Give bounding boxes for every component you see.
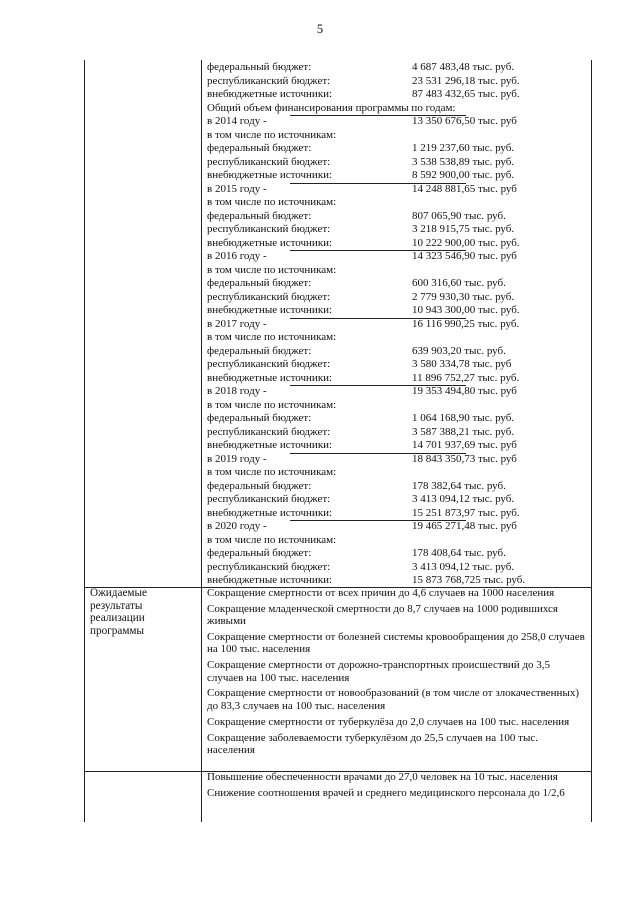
financing-line <box>207 169 591 183</box>
results-label-line: реализации <box>90 612 145 625</box>
financing-label: внебюджетные источники: <box>207 236 333 249</box>
financing-label: республиканский бюджет: <box>207 493 331 505</box>
financing-line <box>207 115 591 129</box>
financing-label: внебюджетные источники: <box>207 506 333 519</box>
financing-label: республиканский бюджет: <box>207 74 331 87</box>
financing-label: внебюджетные источники: <box>207 574 333 586</box>
financing-label: республиканский бюджет: <box>207 290 331 303</box>
financing-amount: 19 353 494,80 тыс. руб <box>412 385 517 397</box>
financing-label: в том числе по источникам: <box>207 128 337 141</box>
results-label-line: Ожидаемые <box>90 587 147 599</box>
financing-amount: 10 222 900,00 тыс. руб. <box>412 236 520 249</box>
results-next-list <box>207 771 587 803</box>
financing-amount: 3 587 388,21 тыс. руб. <box>412 425 515 438</box>
financing-amount: 10 943 300,00 тыс. руб. <box>412 304 520 316</box>
financing-line <box>207 331 591 345</box>
financing-line <box>207 439 591 453</box>
financing-amount: 87 483 432,65 тыс. руб. <box>412 88 520 100</box>
financing-line <box>207 291 591 305</box>
result-item: Снижение соотношения врачей и среднего медицинского персонала до 1/2,6 <box>207 786 565 799</box>
financing-line <box>207 304 591 318</box>
financing-amount: 16 116 990,25 тыс. руб. <box>412 317 520 330</box>
financing-label: федеральный бюджет: <box>207 209 312 222</box>
financing-amount: 1 219 237,60 тыс. руб. <box>412 142 515 154</box>
financing-line <box>207 223 591 237</box>
financing-label: федеральный бюджет: <box>207 61 312 73</box>
financing-amount: 3 413 094,12 тыс. руб. <box>412 560 515 573</box>
financing-line <box>207 277 591 291</box>
financing-label: республиканский бюджет: <box>207 223 331 235</box>
financing-label: в 2018 году - <box>207 385 267 397</box>
financing-line <box>207 520 591 534</box>
financing-amount: 14 248 881,65 тыс. руб <box>412 182 517 195</box>
financing-label: в 2020 году - <box>207 520 267 532</box>
financing-line <box>207 372 591 386</box>
results-list <box>207 587 587 760</box>
program-table <box>84 60 592 822</box>
result-item: Повышение обеспеченности врачами до 27,0 человек на 10 тыс. населения <box>207 771 558 783</box>
financing-line <box>207 318 591 332</box>
financing-line <box>207 345 591 359</box>
financing-line <box>207 358 591 372</box>
financing-label: республиканский бюджет: <box>207 560 331 573</box>
financing-label: республиканский бюджет: <box>207 358 331 370</box>
financing-amount: 3 218 915,75 тыс. руб. <box>412 223 515 235</box>
financing-line <box>207 412 591 426</box>
results-label-line: программы <box>90 624 144 637</box>
financing-amount: 2 779 930,30 тыс. руб. <box>412 290 515 303</box>
financing-amount: 18 843 350,73 тыс. руб <box>412 452 517 465</box>
financing-label: внебюджетные источники: <box>207 88 333 100</box>
financing-label: федеральный бюджет: <box>207 412 312 424</box>
financing-label: федеральный бюджет: <box>207 479 312 492</box>
financing-label: федеральный бюджет: <box>207 344 312 357</box>
financing-amount: 14 701 937,69 тыс. руб <box>412 439 517 451</box>
financing-label: Общий объем финансирования программы по годам: <box>207 101 456 114</box>
financing-line <box>207 75 591 89</box>
financing-line <box>207 210 591 224</box>
results-label-cell <box>90 587 198 637</box>
result-item: Сокращение смертности от болезней системы кровообращения до 258,0 случаев на 100 тыс. населения <box>207 631 585 656</box>
financing-amount: 178 382,64 тыс. руб. <box>412 479 506 492</box>
financing-amount: 178 408,64 тыс. руб. <box>412 547 506 559</box>
result-item: Сокращение смертности от туберкулёза до 2,0 случаев на 100 тыс. населения <box>207 715 570 728</box>
financing-label: в 2016 году - <box>207 250 267 262</box>
financing-line <box>207 237 591 251</box>
financing-line <box>207 534 591 548</box>
result-item: Сокращение смертности от дорожно-транспортных происшествий до 3,5 случаев на 100 тыс. населения <box>207 659 551 684</box>
financing-amount: 807 065,90 тыс. руб. <box>412 209 506 222</box>
financing-label: федеральный бюджет: <box>207 547 312 559</box>
financing-amount: 8 592 900,00 тыс. руб. <box>412 169 515 181</box>
financing-amount: 639 903,20 тыс. руб. <box>412 344 506 357</box>
financing-line <box>207 574 591 588</box>
financing-line <box>207 399 591 413</box>
result-item: Сокращение заболеваемости туберкулёзом до 25,5 случаев на 100 тыс. населения <box>207 731 539 756</box>
financing-amount: 3 413 094,12 тыс. руб. <box>412 493 515 505</box>
financing-label: внебюджетные источники: <box>207 169 333 181</box>
financing-label: в том числе по источникам: <box>207 533 337 546</box>
result-item: Сокращение смертности от всех причин до 4,6 случаев на 1000 населения <box>207 587 555 599</box>
financing-amount: 14 323 546,90 тыс. руб <box>412 250 517 262</box>
financing-label: федеральный бюджет: <box>207 142 312 154</box>
financing-label: внебюджетные источники: <box>207 371 333 384</box>
financing-line <box>207 466 591 480</box>
financing-amount: 11 896 752,27 тыс. руб. <box>412 371 520 384</box>
financing-amount: 600 316,60 тыс. руб. <box>412 277 506 289</box>
financing-label: республиканский бюджет: <box>207 155 331 168</box>
financing-label: в том числе по источникам: <box>207 331 337 343</box>
financing-line <box>207 196 591 210</box>
financing-line <box>207 61 591 75</box>
financing-line <box>207 142 591 156</box>
financing-line <box>207 250 591 264</box>
financing-amount: 4 687 483,48 тыс. руб. <box>412 61 515 73</box>
financing-label: в том числе по источникам: <box>207 398 337 411</box>
financing-line <box>207 385 591 399</box>
financing-line <box>207 156 591 170</box>
financing-amount: 23 531 296,18 тыс. руб. <box>412 74 520 87</box>
financing-amount: 19 465 271,48 тыс. руб <box>412 520 517 532</box>
column-divider <box>201 60 202 822</box>
financing-label: внебюджетные источники: <box>207 304 333 316</box>
financing-label: в 2014 году - <box>207 115 267 127</box>
financing-line <box>207 561 591 575</box>
financing-amount: 3 538 538,89 тыс. руб. <box>412 155 515 168</box>
financing-label: в 2019 году - <box>207 452 267 465</box>
financing-label: республиканский бюджет: <box>207 425 331 438</box>
financing-label: в 2015 году - <box>207 182 267 195</box>
financing-line <box>207 493 591 507</box>
financing-line <box>207 88 591 102</box>
financing-line <box>207 547 591 561</box>
financing-line <box>207 129 591 143</box>
financing-amount: 13 350 676,50 тыс. руб <box>412 115 517 127</box>
financing-line <box>207 507 591 521</box>
financing-amount: 1 064 168,90 тыс. руб. <box>412 412 515 424</box>
financing-amount: 3 580 334,78 тыс. руб <box>412 358 512 370</box>
financing-label: в 2017 году - <box>207 317 267 330</box>
financing-line <box>207 453 591 467</box>
financing-line <box>207 264 591 278</box>
financing-label: внебюджетные источники: <box>207 439 333 451</box>
results-label-line: результаты <box>90 599 143 612</box>
financing-line <box>207 183 591 197</box>
financing-label: в том числе по источникам: <box>207 263 337 276</box>
financing-label: в том числе по источникам: <box>207 196 337 208</box>
result-item: Сокращение смертности от новообразований (в том числе от злокачественных) до 83,3 случаев на 100 тыс. населения <box>207 687 579 712</box>
financing-label: в том числе по источникам: <box>207 466 337 478</box>
financing-amount: 15 251 873,97 тыс. руб. <box>412 506 520 519</box>
page-number: 5 <box>316 22 324 36</box>
result-item: Сокращение младенческой смертности до 8,7 случаев на 1000 родившихся живыми <box>207 602 558 628</box>
financing-label: федеральный бюджет: <box>207 277 312 289</box>
financing-amount: 15 873 768,725 тыс. руб. <box>412 574 526 586</box>
financing-line <box>207 102 591 116</box>
financing-line <box>207 426 591 440</box>
financing-line <box>207 480 591 494</box>
